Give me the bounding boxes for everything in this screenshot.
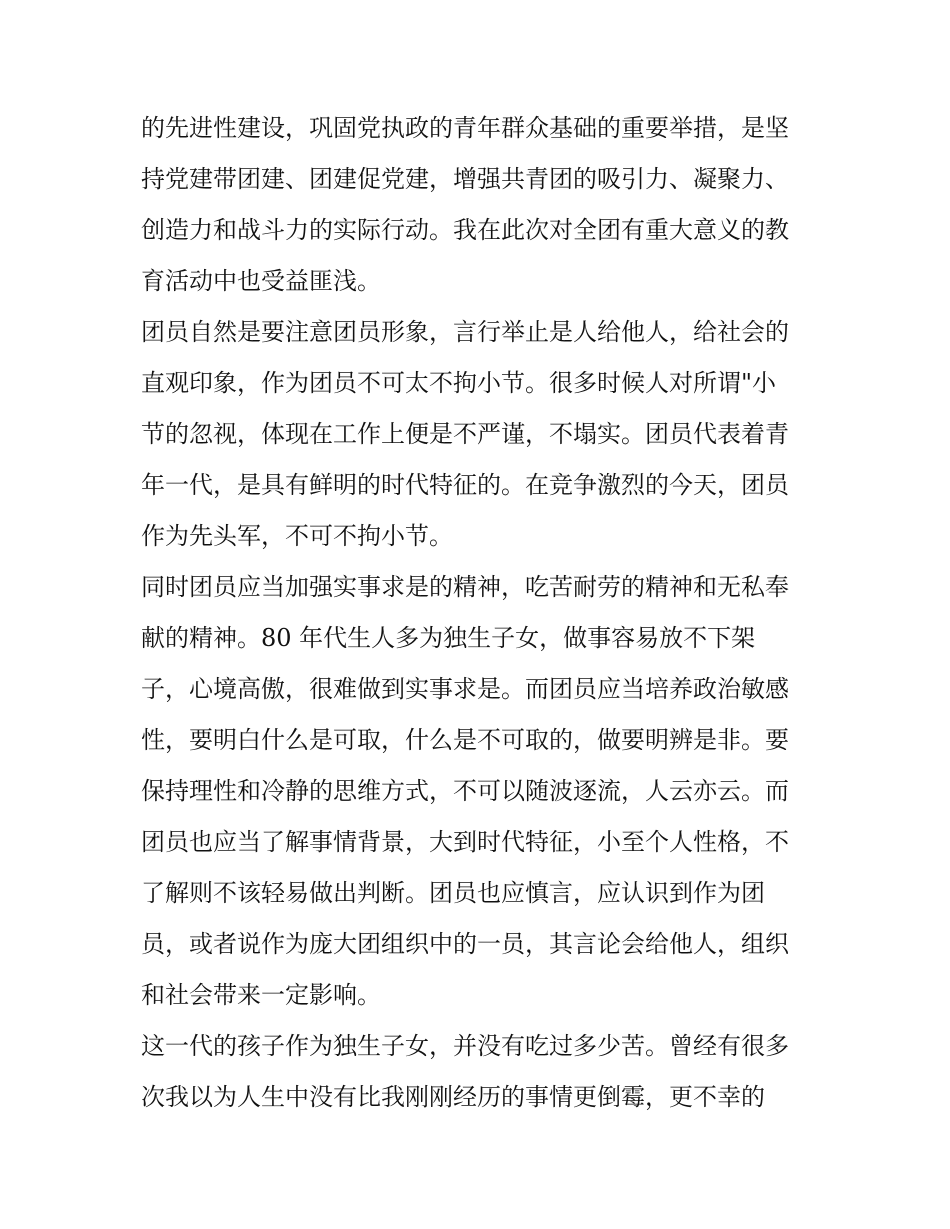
text-line: 了解则不该轻易做出判断。团员也应慎言，应认识到作为团: [141, 879, 765, 907]
document-body: [141, 103, 813, 1123]
text-line: 的先进性建设，巩固党执政的青年群众基础的重要举措，是坚: [141, 114, 789, 142]
text-line: 保持理性和冷静的思维方式，不可以随波逐流，人云亦云。而: [141, 777, 789, 805]
text-line: 团员也应当了解事情背景，大到时代特征，小至个人性格，不: [141, 828, 789, 856]
text-line: 次我以为人生中没有比我刚刚经历的事情更倒霉，更不幸的: [141, 1083, 765, 1111]
text-line: 节的忽视，体现在工作上便是不严谨，不塌实。团员代表着青: [141, 420, 789, 448]
text-line: 献的精神。80 年代生人多为独生子女，做事容易放不下架: [141, 624, 756, 652]
text-line: 同时团员应当加强实事求是的精神，吃苦耐劳的精神和无私奉: [141, 573, 789, 601]
text-line: 年一代，是具有鲜明的时代特征的。在竞争激烈的今天，团员: [141, 471, 789, 499]
text-line: 育活动中也受益匪浅。: [141, 267, 381, 295]
text-line: 作为先头军，不可不拘小节。: [141, 522, 453, 550]
text-line: 员，或者说作为庞大团组织中的一员，其言论会给他人，组织: [141, 930, 789, 958]
text-line: 直观印象，作为团员不可太不拘小节。很多时候人对所谓"小: [141, 369, 777, 397]
text-line: 团员自然是要注意团员形象，言行举止是人给他人，给社会的: [141, 318, 789, 346]
text-line: 创造力和战斗力的实际行动。我在此次对全团有重大意义的教: [141, 216, 789, 244]
text-line: 这一代的孩子作为独生子女，并没有吃过多少苦。曾经有很多: [141, 1032, 789, 1060]
text-line: 性，要明白什么是可取，什么是不可取的，做要明辨是非。要: [141, 726, 789, 754]
text-line: 子，心境高傲，很难做到实事求是。而团员应当培养政治敏感: [141, 675, 789, 703]
text-line: 持党建带团建、团建促党建，增强共青团的吸引力、凝聚力、: [141, 165, 789, 193]
text-line: 和社会带来一定影响。: [141, 981, 381, 1009]
